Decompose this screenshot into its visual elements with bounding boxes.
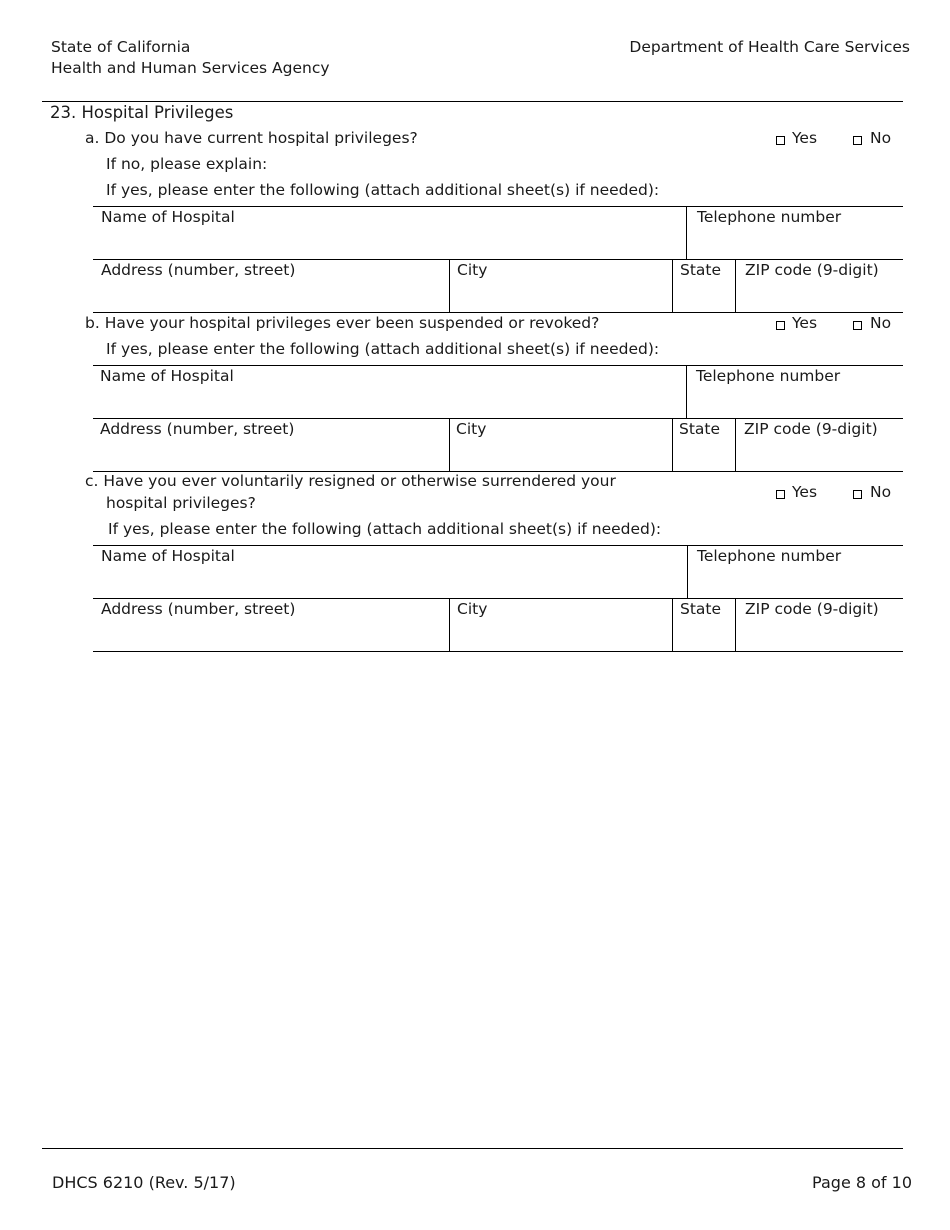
- question-a-no-label: No: [870, 129, 892, 147]
- question-a-instruction: If yes, please enter the following (attach additional sheet(s) if needed):: [106, 181, 660, 199]
- question-a-yes-label: Yes: [792, 129, 818, 147]
- address-field[interactable]: Address (number, street): [101, 261, 296, 279]
- footer-page-number: Page 8 of 10: [812, 1173, 912, 1192]
- question-b-yes-label: Yes: [792, 314, 818, 332]
- state-field[interactable]: State: [680, 261, 722, 279]
- section-title: 23. Hospital Privileges: [50, 103, 234, 122]
- zip-field[interactable]: ZIP code (9-digit): [745, 261, 879, 279]
- question-a: a. Do you have current hospital privileges?: [85, 129, 418, 147]
- question-b: b. Have your hospital privileges ever been suspended or revoked?: [85, 314, 600, 332]
- state-field[interactable]: State: [679, 420, 721, 438]
- hospital-name-field[interactable]: Name of Hospital: [101, 208, 235, 226]
- city-field[interactable]: City: [457, 600, 488, 618]
- question-c-no-checkbox[interactable]: [853, 490, 862, 499]
- question-c-line2: hospital privileges?: [106, 494, 256, 512]
- hospital-name-field[interactable]: Name of Hospital: [100, 367, 234, 385]
- question-a-explain: If no, please explain:: [106, 155, 268, 173]
- question-c-yes-checkbox[interactable]: [776, 490, 785, 499]
- question-c-no-label: No: [870, 483, 892, 501]
- city-field[interactable]: City: [457, 261, 488, 279]
- zip-field[interactable]: ZIP code (9-digit): [744, 420, 878, 438]
- question-b-no-label: No: [870, 314, 892, 332]
- telephone-field[interactable]: Telephone number: [697, 208, 842, 226]
- question-c-yes-label: Yes: [792, 483, 818, 501]
- zip-field[interactable]: ZIP code (9-digit): [745, 600, 879, 618]
- question-c-instruction: If yes, please enter the following (attach additional sheet(s) if needed):: [108, 520, 662, 538]
- state-field[interactable]: State: [680, 600, 722, 618]
- footer-form-id: DHCS 6210 (Rev. 5/17): [52, 1173, 236, 1192]
- header-department: Department of Health Care Services: [629, 38, 910, 56]
- header-agency-name: Health and Human Services Agency: [51, 59, 330, 77]
- question-b-instruction: If yes, please enter the following (attach additional sheet(s) if needed):: [106, 340, 660, 358]
- city-field[interactable]: City: [456, 420, 487, 438]
- question-a-no-checkbox[interactable]: [853, 136, 862, 145]
- header-divider: [42, 101, 903, 102]
- question-b-no-checkbox[interactable]: [853, 321, 862, 330]
- footer-divider: [42, 1148, 903, 1149]
- telephone-field[interactable]: Telephone number: [696, 367, 841, 385]
- address-field[interactable]: Address (number, street): [101, 600, 296, 618]
- header-agency-state: State of California: [51, 38, 191, 56]
- question-b-yes-checkbox[interactable]: [776, 321, 785, 330]
- telephone-field[interactable]: Telephone number: [697, 547, 842, 565]
- question-c-line1: c. Have you ever voluntarily resigned or otherwise surrendered your: [85, 472, 616, 490]
- hospital-name-field[interactable]: Name of Hospital: [101, 547, 235, 565]
- address-field[interactable]: Address (number, street): [100, 420, 295, 438]
- question-a-yes-checkbox[interactable]: [776, 136, 785, 145]
